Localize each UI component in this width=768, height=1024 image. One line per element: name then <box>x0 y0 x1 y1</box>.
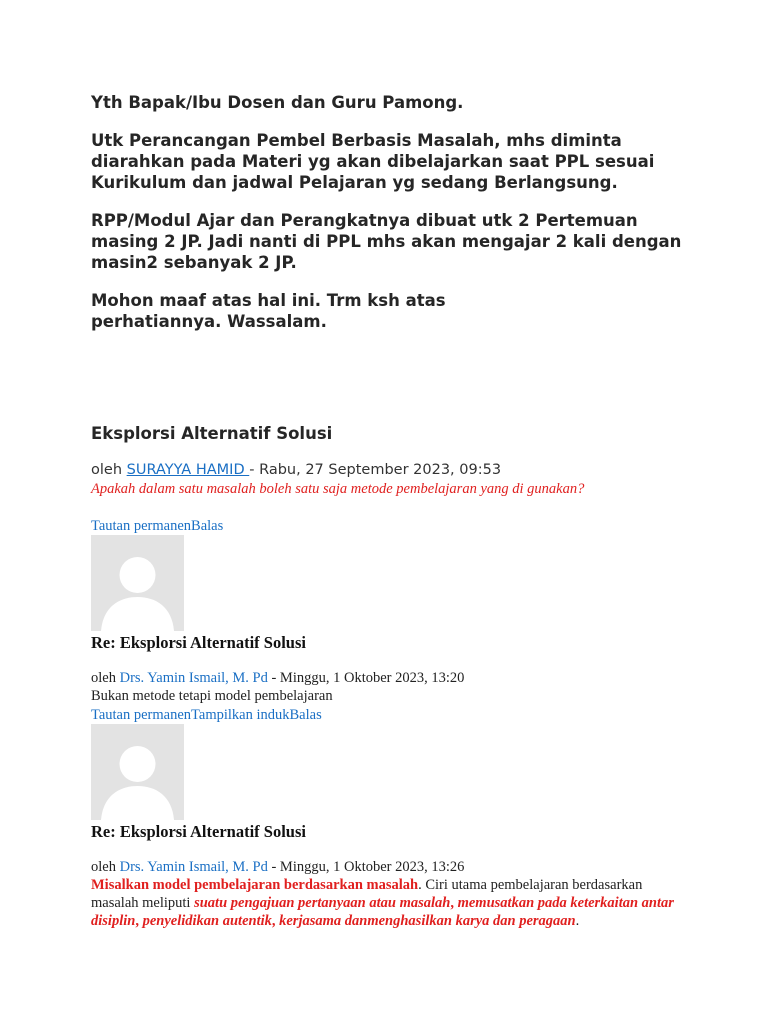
topic-meta <box>91 462 501 478</box>
topic-by: oleh <box>91 462 127 478</box>
topic-permalink[interactable]: Tautan permanen <box>91 518 192 534</box>
reply-2-body-g: penyelidikan autentik <box>142 913 272 929</box>
reply-2-title: Re: Eksplorsi Alternatif Solusi <box>91 822 306 841</box>
topic-title: Eksplorsi Alternatif Solusi <box>91 424 333 443</box>
topic-question: Apakah dalam satu masalah boleh satu saja metode pembelajaran yang di gunakan? <box>91 481 585 497</box>
reply-2-body-a: Misalkan model pembelajaran berdasarkan masalah <box>91 877 419 893</box>
reply-1-title: Re: Eksplorsi Alternatif Solusi <box>91 633 306 652</box>
topic-reply-link[interactable]: Balas <box>191 518 224 534</box>
reply-1-permalink[interactable]: Tautan permanen <box>91 707 192 723</box>
note-paragraph-1: Utk Perancangan Pembel Berbasis Masalah, mhs diminta diarahkan pada Materi yg akan dibelajarkan saat PPL sesuai Kurikulum dan jadwal Pelajaran yg sedang Berlangsung. <box>91 131 655 192</box>
reply-2-body-j: . <box>575 913 580 929</box>
reply-2-body-c: suatu pengajuan pertanyaan atau masalah <box>194 895 451 911</box>
reply-1-date: - Minggu, 1 Oktober 2023, 13:20 <box>267 670 465 686</box>
reply-2-date: - Minggu, 1 Oktober 2023, 13:26 <box>267 859 465 875</box>
reply-1-meta <box>91 670 464 687</box>
note-paragraph-3: Mohon maaf atas hal ini. Trm ksh atas perhatiannya. Wassalam. <box>91 291 446 331</box>
reply-2-body-d: , <box>450 895 458 911</box>
reply-1-reply-link[interactable]: Balas <box>289 707 322 723</box>
reply-2-by: oleh <box>91 859 120 875</box>
reply-2-body-h: , <box>271 913 280 929</box>
topic-actions <box>91 517 223 535</box>
reply-2-body-f: , <box>135 913 143 929</box>
user-silhouette-icon <box>91 535 184 631</box>
user-silhouette-icon <box>91 724 184 820</box>
reply-2-author-link[interactable]: Drs. Yamin Ismail, M. Pd <box>119 859 268 875</box>
reply-1-author-link[interactable]: Drs. Yamin Ismail, M. Pd <box>119 670 268 686</box>
reply-2-body-b: . Ciri utama pembelajaran berdasarkan masalah meliputi <box>91 877 643 911</box>
reply-2-body-i: kerjasama danmenghasilkan karya dan peragaan <box>279 913 576 929</box>
reply-2-body-e: memusatkan pada keterkaitan antar disiplin <box>91 895 674 929</box>
reply-1-show-parent[interactable]: Tampilkan induk <box>191 707 290 723</box>
reply-2-meta <box>91 859 464 876</box>
avatar <box>91 724 184 820</box>
topic-date: - Rabu, 27 September 2023, 09:53 <box>249 462 502 478</box>
note-greeting: Yth Bapak/Ibu Dosen dan Guru Pamong. <box>91 93 464 112</box>
topic-author-link[interactable]: SURAYYA HAMID <box>126 462 250 478</box>
note-paragraph-2: RPP/Modul Ajar dan Perangkatnya dibuat utk 2 Pertemuan masing 2 JP. Jadi nanti di PPL mhs akan mengajar 2 kali dengan masin2 sebanyak 2 JP. <box>91 211 682 272</box>
reply-1-by: oleh <box>91 670 120 686</box>
reply-2-body <box>91 876 681 930</box>
instructor-note <box>91 92 698 332</box>
avatar <box>91 535 184 631</box>
reply-1-body: Bukan metode tetapi model pembelajaran <box>91 688 333 704</box>
reply-1-actions <box>91 706 322 724</box>
